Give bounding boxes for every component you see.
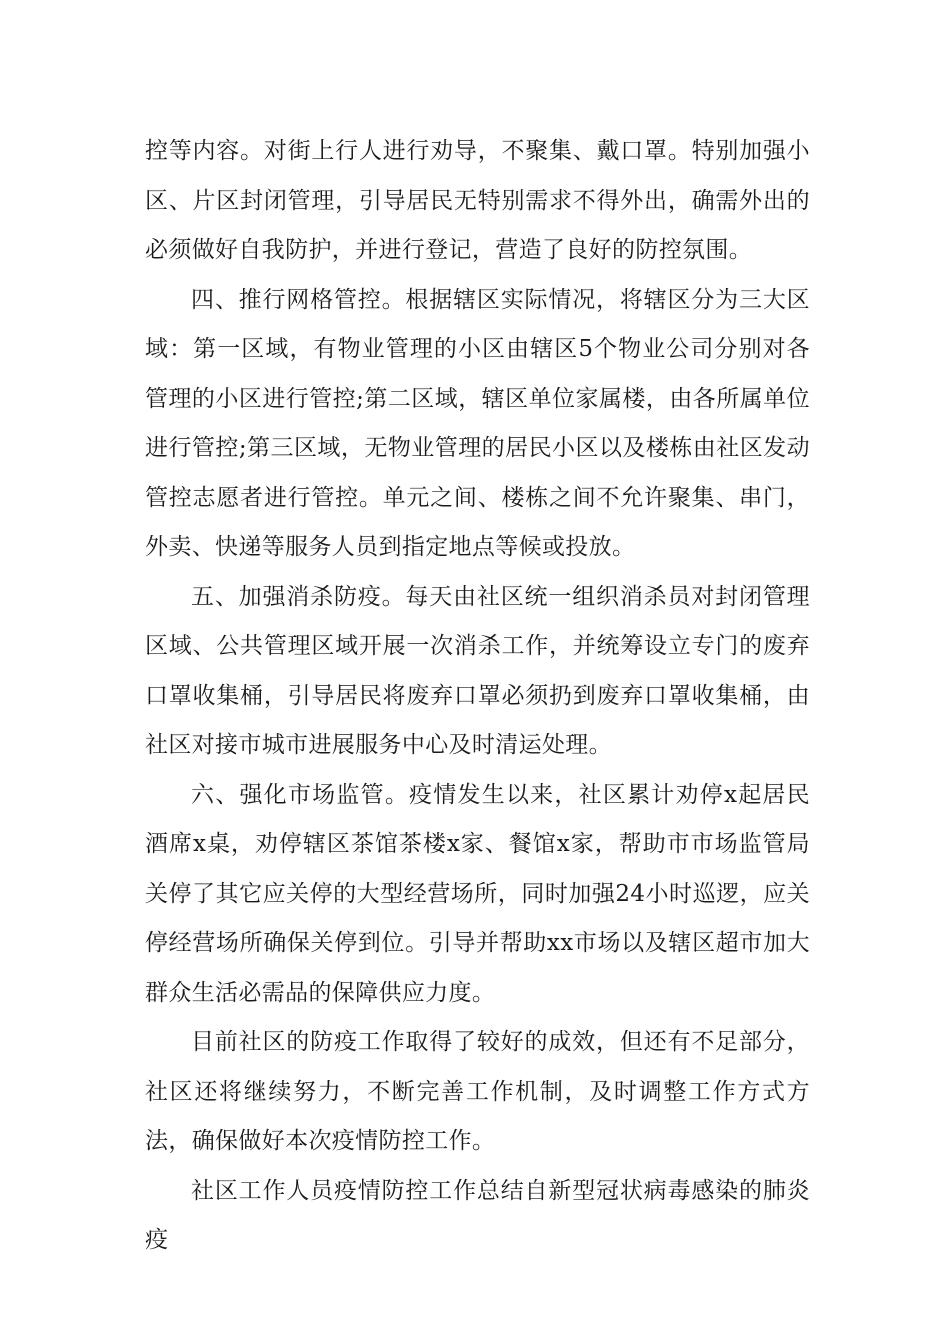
paragraph-disinfection: 五、加强消杀防疫。每天由社区统一组织消杀员对封闭管理区域、公共管理区域开展一次消杀工作，并统筹设立专门的废弃口罩收集桶，引导居民将废弃口罩必须扔到废弃口罩收集桶，由社区对接市城市进展服务中心及时清运处理。 [145,583,810,758]
document-body [145,127,810,1266]
paragraph-conclusion: 目前社区的防疫工作取得了较好的成效，但还有不足部分，社区还将继续努力，不断完善工作机制，及时调整工作方式方法，确保做好本次疫情防控工作。 [145,1029,810,1154]
paragraph-grid-control: 四、推行网格管控。根据辖区实际情况，将辖区分为三大区域：第一区域，有物业管理的小区由辖区5个物业公司分别对各管理的小区进行管控;第二区域，辖区单位家属楼，由各所属单位进行管控;第三区域，无物业管理的居民小区以及楼栋由社区发动管控志愿者进行管控。单元之间、楼栋之间不允许聚集、串门，外卖、快递等服务人员到指定地点等候或投放。 [145,286,810,560]
paragraph-continuation: 控等内容。对街上行人进行劝导，不聚集、戴口罩。特别加强小区、片区封闭管理，引导居民无特别需求不得外出，确需外出的必须做好自我防护，并进行登记，营造了良好的防控氛围。 [145,138,810,263]
paragraph-market-supervision: 六、强化市场监管。疫情发生以来，社区累计劝停x起居民酒席x桌，劝停辖区茶馆茶楼x家、餐馆x家，帮助市市场监管局关停了其它应关停的大型经营场所，同时加强24小时巡逻，应关停经营场所确保关停到位。引导并帮助xx市场以及辖区超市加大群众生活必需品的保障供应力度。 [145,781,810,1006]
paragraph-next-summary: 社区工作人员疫情防控工作总结自新型冠状病毒感染的肺炎疫 [145,1177,810,1253]
